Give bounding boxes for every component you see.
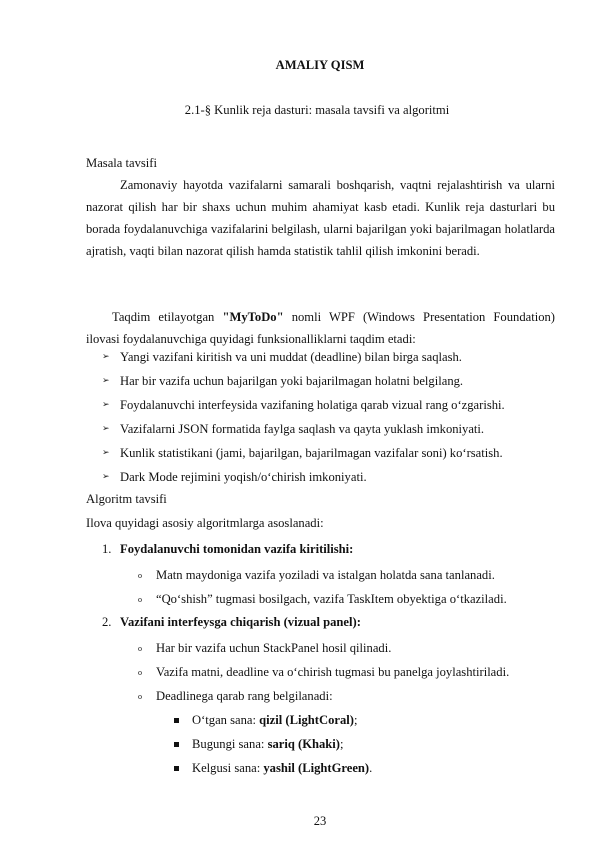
color-rule-suffix: . <box>369 761 373 775</box>
feature-text: Kunlik statistikani (jami, bajarilgan, bajarilmagan vazifalar soni) ko‘rsatish. <box>120 446 503 460</box>
app-name: "MyToDo" <box>222 310 284 324</box>
square-bullet-icon <box>174 766 179 771</box>
section-label-problem: Masala tavsifi <box>86 156 157 170</box>
circle-bullet-icon: o <box>138 644 142 653</box>
circle-bullet-icon: o <box>138 571 142 580</box>
color-rule-value: sariq (Khaki) <box>267 737 340 751</box>
paragraph-intro-text: Zamonaviy hayotda vazifalarni samarali boshqarish, vaqtni rejalashtirish va ularni nazorat qilish har bir shaxs uchun muhim ahamiyat kasb etadi. Kunlik reja dasturlari bu borada foydalanuvchiga vazifalarini belgilash, ularni bajarilgan yoki bajarilmagan holatlarda ajratish, vaqti bilan nazorat qilish hamda statistik tahlil qilish imkonini beradi. <box>86 178 555 258</box>
step-title: Foydalanuvchi tomonidan vazifa kiritilishi: <box>120 542 354 556</box>
feature-text: Foydalanuvchi interfeysida vazifaning holatiga qarab vizual rang o‘zgarishi. <box>120 398 505 412</box>
color-rule-value: yashil (LightGreen) <box>263 761 370 775</box>
color-rule-value: qizil (LightCoral) <box>259 713 354 727</box>
step-number: 1. <box>102 542 112 556</box>
step-item-text: Matn maydoniga vazifa yoziladi va istalgan holatda sana tanlanadi. <box>156 568 495 582</box>
feature-text: Har bir vazifa uchun bajarilgan yoki bajarilmagan holatni belgilang. <box>120 374 464 388</box>
color-rule-prefix: O‘tgan sana: <box>192 713 260 727</box>
arrow-bullet-icon: ➢ <box>102 423 110 433</box>
step-item-text: “Qo‘shish” tugmasi bosilgach, vazifa TaskItem obyektiga o‘tkaziladi. <box>156 592 507 606</box>
page-heading: AMALIY QISM <box>275 58 365 72</box>
color-rule-suffix: ; <box>340 737 344 751</box>
section-label-algorithm: Algoritm tavsifi <box>86 492 167 506</box>
section-subheading: 2.1-§ Kunlik reja dasturi: masala tavsifi va algoritmi <box>184 103 450 117</box>
step-title: Vazifani interfeysga chiqarish (vizual panel): <box>120 615 361 629</box>
feature-text: Vazifalarni JSON formatida faylga saqlash va qayta yuklash imkoniyati. <box>120 422 485 436</box>
page-number: 23 <box>313 814 327 828</box>
circle-bullet-icon: o <box>138 595 142 604</box>
color-rule-prefix: Bugungi sana: <box>192 737 268 751</box>
arrow-bullet-icon: ➢ <box>102 399 110 409</box>
circle-bullet-icon: o <box>138 692 142 701</box>
circle-bullet-icon: o <box>138 668 142 677</box>
paragraph-app <box>86 306 555 350</box>
color-rule-prefix: Kelgusi sana: <box>192 761 264 775</box>
square-bullet-icon <box>174 718 179 723</box>
arrow-bullet-icon: ➢ <box>102 471 110 481</box>
square-bullet-icon <box>174 742 179 747</box>
paragraph-intro <box>86 174 555 262</box>
feature-text: Dark Mode rejimini yoqish/o‘chirish imkoniyati. <box>120 470 367 484</box>
step-item-text: Deadlinega qarab rang belgilanadi: <box>156 689 333 703</box>
arrow-bullet-icon: ➢ <box>102 351 110 361</box>
paragraph-app-after: nomli WPF (Windows Presentation Foundation) ilovasi foydalanuvchiga quyidagi funksionalliklarni taqdim etadi: <box>86 310 555 346</box>
step-number: 2. <box>102 615 112 629</box>
algorithm-intro: Ilova quyidagi asosiy algoritmlarga asoslanadi: <box>86 516 324 530</box>
arrow-bullet-icon: ➢ <box>102 375 110 385</box>
step-item-text: Har bir vazifa uchun StackPanel hosil qilinadi. <box>156 641 392 655</box>
paragraph-app-before: Taqdim etilayotgan <box>112 310 223 324</box>
color-rule-suffix: ; <box>353 713 358 727</box>
step-item-text: Vazifa matni, deadline va o‘chirish tugmasi bu panelga joylashtiriladi. <box>156 665 510 679</box>
arrow-bullet-icon: ➢ <box>102 447 110 457</box>
feature-text: Yangi vazifani kiritish va uni muddat (deadline) bilan birga saqlash. <box>120 350 462 364</box>
